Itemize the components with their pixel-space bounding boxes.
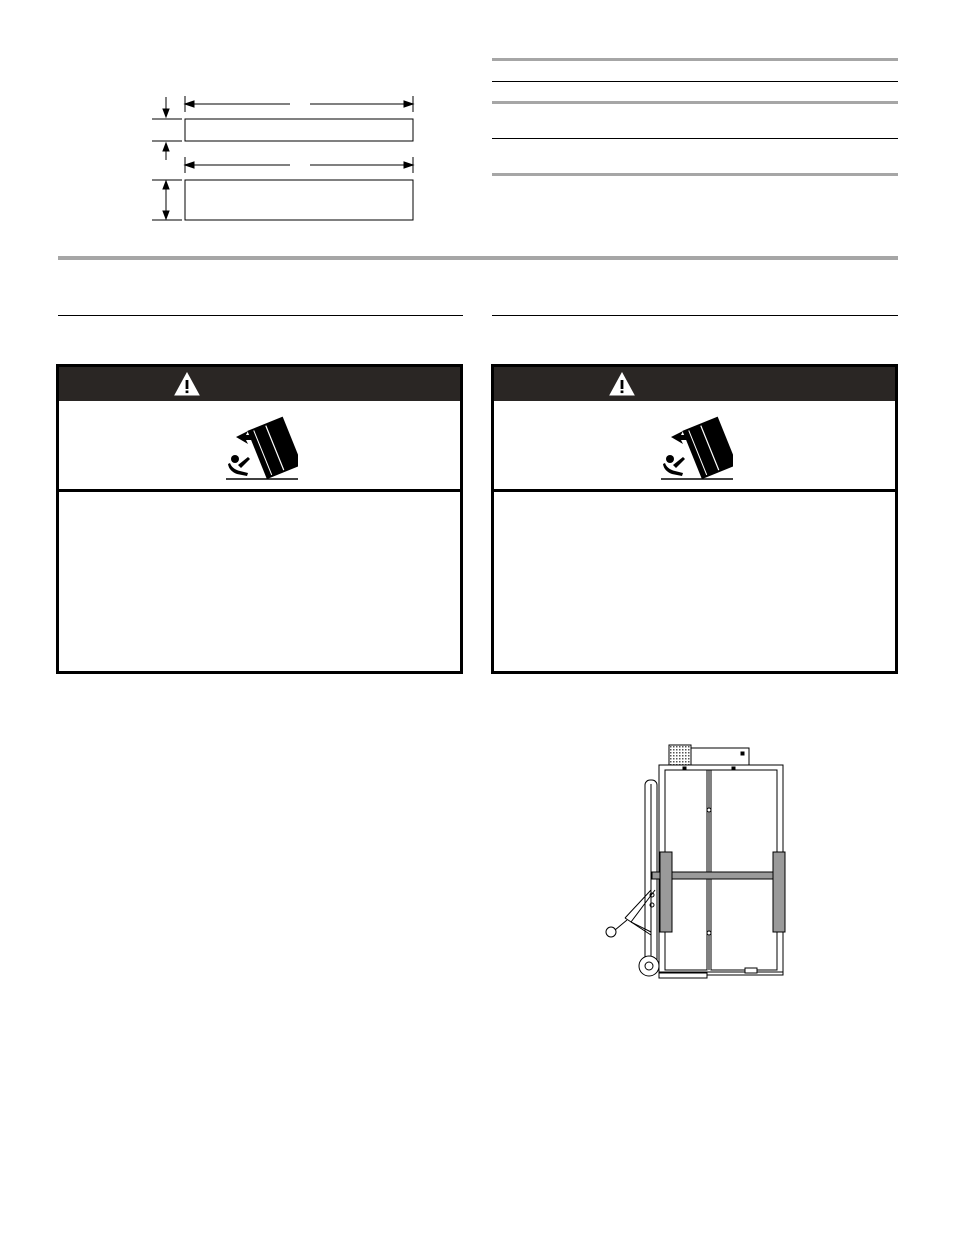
table-rule-bottom (492, 173, 898, 176)
top-grille (669, 745, 691, 765)
width-arrow-bottom (185, 157, 413, 173)
warning-header (59, 367, 460, 401)
tip-over-hazard-icon (661, 413, 733, 481)
pad-right (773, 852, 785, 932)
refrigerator-on-hand-truck-illustration (595, 740, 795, 985)
warning-box-right (491, 364, 898, 674)
refrigerator-cabinet (659, 765, 783, 975)
warning-pictogram-row (494, 401, 895, 492)
top-housing (691, 748, 749, 765)
thickness-arrows (152, 97, 182, 160)
left-heading-rule (58, 315, 463, 316)
warning-triangle-icon (174, 372, 200, 396)
right-heading-rule (492, 315, 898, 316)
dimension-diagram (140, 90, 430, 230)
warning-triangle-icon (609, 372, 635, 396)
tall-panel-outline (185, 180, 413, 220)
warning-box-left (56, 364, 463, 674)
height-arrow (152, 180, 182, 220)
table-rule-3 (492, 138, 898, 139)
warning-pictogram-row (59, 401, 460, 492)
width-arrow-top (185, 96, 413, 112)
table-rule-top (492, 58, 898, 61)
thin-panel-outline (185, 119, 413, 141)
pad-left (660, 852, 672, 932)
tip-over-hazard-icon (226, 413, 298, 481)
warning-header (494, 367, 895, 401)
table-rule-2 (492, 101, 898, 104)
section-divider (58, 256, 898, 260)
table-rule-1 (492, 81, 898, 82)
